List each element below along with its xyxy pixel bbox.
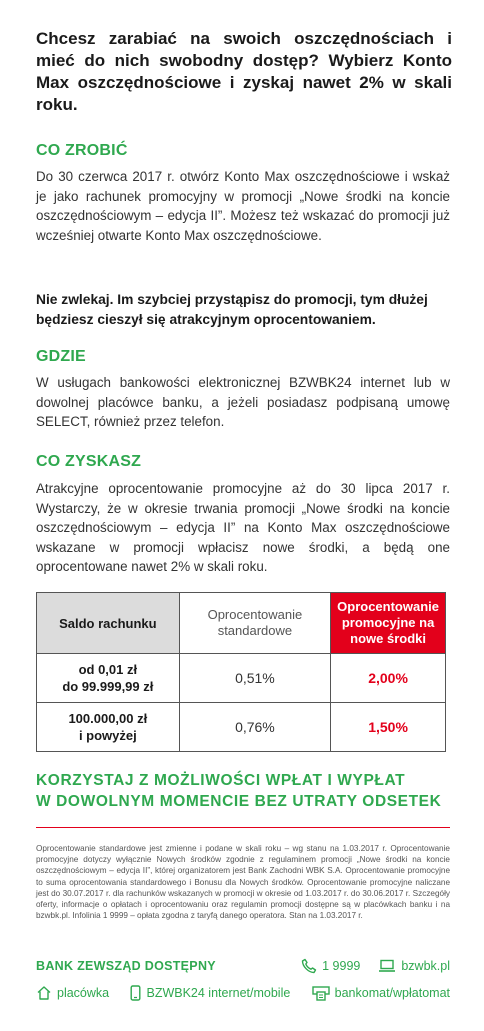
- footer-bottom-row: [36, 983, 450, 1003]
- cell-saldo: 100.000,00 zł i powyżej: [37, 703, 180, 752]
- cta-line-1: KORZYSTAJ Z MOŻLIWOŚCI WPŁAT I WYPŁAT: [36, 772, 406, 789]
- cell-saldo: od 0,01 zł do 99.999,99 zł: [37, 654, 180, 703]
- text-what: Do 30 czerwca 2017 r. otwórz Konto Max oszczędnościowe i wskaż je jako rachunek promocyjny w promocji „Nowe środki na koncie oszczędnościowym – edycja II”. Możesz też wskazać do promocji już wcześniej otwarte Konto Max oszczędnościowe.: [36, 169, 450, 243]
- phone-icon: [301, 958, 317, 974]
- text-where: W usługach bankowości elektronicznej BZWBK24 internet lub w dowolnej placówce banku, a jeżeli posiadasz podpisaną umowę SELECT, również przez telefon.: [36, 375, 450, 429]
- house-icon: [36, 985, 52, 1001]
- footer-brand: BANK ZEWSZĄD DOSTĘPNY: [36, 959, 216, 973]
- footer-web[interactable]: bzwbk.pl: [378, 959, 450, 973]
- table-header-row: [37, 593, 446, 654]
- smartphone-icon: [130, 985, 141, 1001]
- cell-promo: 2,00%: [331, 654, 446, 703]
- cta-banner: [36, 770, 450, 812]
- table-row: [37, 654, 446, 703]
- footer-mobile[interactable]: BZWBK24 internet/mobile: [130, 985, 290, 1001]
- text-gain: Atrakcyjne oprocentowanie promocyjne aż do 30 lipca 2017 r. Wystarczy, że w okresie trwania promocji „Nowe środki na koncie oszczędnościowym – edycja II” na Konto Max oszczędnościowe wskazane w promocji wpłacisz nowe środki, a będą one oprocentowane nawet 2% w skali roku.: [36, 481, 450, 574]
- heading-gain: CO ZYSKASZ: [36, 453, 142, 470]
- divider-line: [36, 827, 450, 828]
- fine-print: Oprocentowanie standardowe jest zmienne i podane w skali roku – wg stanu na 1.03.2017 r. Oprocentowanie promocyjne dotyczy wyłącznie Nowych środków zgodnie z regulaminem promocji „Nowe środki na koncie oszczędnościowym – edycja II”, której organizatorem jest Bank Zachodni WBK S.A. Oprocentowanie promocyjne to suma oprocentowania standardowego i Bonusu dla Nowych środków. Oprocentowanie promocyjne naliczane jest do 30.07.2017 r. dla rachunków wskazanych w promocji w okresie od 1.03.2017 r. do 30.06.2017 r. Szczegóły oferty, informacje o opłatach i oprocentowaniu oraz regulamin promocji dostępne są w placówkach banku i na bzwbk.pl. Infolinia 1 9999 – opłata zgodna z taryfą danego operatora. Stan na 1.03.2017 r.: [36, 844, 450, 921]
- intro-text: Chcesz zarabiać na swoich oszczędnościach i mieć do nich swobodny dostęp? Wybierz Konto Max oszczędnościowe i zyskaj nawet 2% w skali roku.: [36, 29, 452, 114]
- heading-what: CO ZROBIĆ: [36, 142, 128, 159]
- rates-table: [36, 592, 446, 752]
- footer-contacts: [301, 958, 450, 974]
- table-row: [37, 703, 446, 752]
- header-saldo: Saldo rachunku: [37, 593, 180, 654]
- header-standard: Oprocentowanie standardowe: [179, 593, 330, 654]
- cell-standard: 0,76%: [179, 703, 330, 752]
- cell-standard: 0,51%: [179, 654, 330, 703]
- footer-atm[interactable]: bankomat/wpłatomat: [312, 985, 450, 1001]
- footer-top-row: [36, 956, 450, 976]
- cta-line-2: W DOWOLNYM MOMENCIE BEZ UTRATY ODSETEK: [36, 793, 442, 810]
- footer-branch[interactable]: placówka: [36, 985, 109, 1001]
- footer-phone[interactable]: 1 9999: [301, 958, 360, 974]
- cell-promo: 1,50%: [331, 703, 446, 752]
- header-promo: Oprocentowanie promocyjne na nowe środki: [331, 593, 446, 654]
- atm-icon: [312, 985, 330, 1001]
- heading-where: GDZIE: [36, 348, 86, 365]
- laptop-icon: [378, 959, 396, 973]
- note-text: Nie zwlekaj. Im szybciej przystąpisz do promocji, tym dłużej będziesz cieszył się atrakcyjnym oprocentowaniem.: [36, 292, 428, 327]
